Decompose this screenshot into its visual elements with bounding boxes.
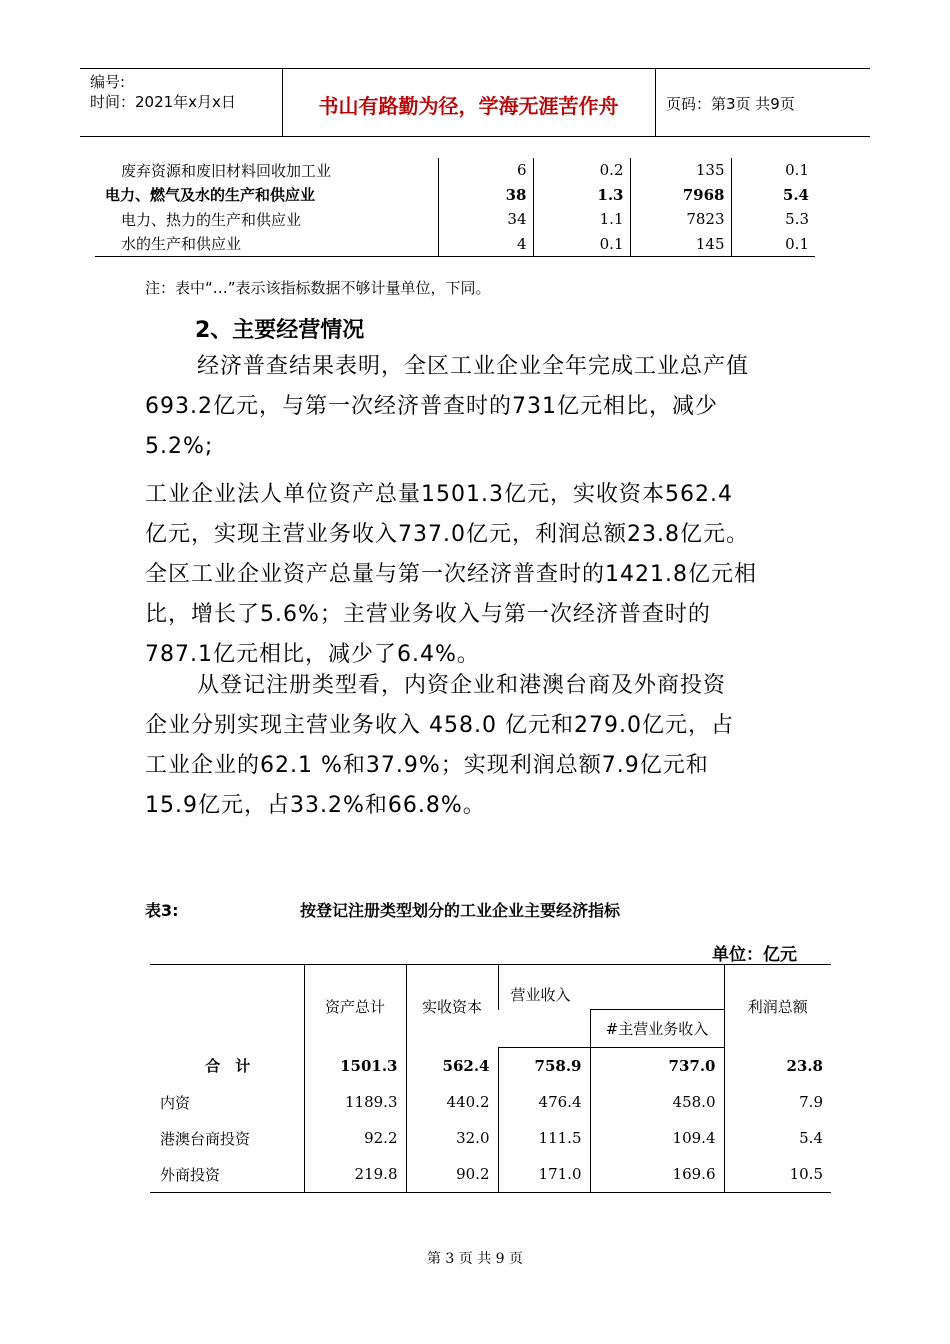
row-label: 港澳台商投资	[160, 1129, 251, 1148]
paragraph-line: 全区工业企业资产总量与第一次经济普查时的1421.8亿元相	[145, 562, 757, 587]
header-profit: 利润总额	[724, 965, 831, 1048]
paragraph-line: 从登记注册类型看，内资企业和港澳台商及外商投资	[197, 673, 727, 698]
cell-value: 90.2	[406, 1156, 498, 1193]
header-page-number: 页码：第3页 共9页	[666, 95, 795, 113]
table-row	[150, 1048, 831, 1085]
cell-value: 476.4	[498, 1084, 590, 1120]
row-label: 废弃资源和废旧材料回收加工业	[121, 161, 332, 180]
cell-value: 169.6	[590, 1156, 724, 1193]
cell-value: 0.1	[731, 232, 815, 257]
row-label: 内资	[160, 1093, 191, 1112]
doc-number-label: 编号:	[90, 73, 126, 91]
header-meta	[90, 72, 236, 112]
paragraph-line: 15.9亿元，占33.2%和66.8%。	[145, 793, 486, 818]
table-unit: 单位：亿元	[712, 945, 797, 965]
header-blank	[150, 965, 304, 1048]
row-label: 水的生产和供应业	[95, 232, 438, 257]
table-row	[95, 158, 815, 183]
cell-value: 758.9	[498, 1048, 590, 1085]
cell-value: 7823	[630, 207, 731, 232]
cell-value: 92.2	[304, 1120, 406, 1156]
cell-value: 1501.3	[304, 1048, 406, 1085]
cell-value: 440.2	[406, 1084, 498, 1120]
cell-value: 7968	[630, 183, 731, 208]
cell-value: 4	[438, 232, 533, 257]
cell-value: 109.4	[590, 1120, 724, 1156]
cell-value: 38	[438, 183, 533, 208]
header-motto: 书山有路勤为径，学海无涯苦作舟	[318, 94, 619, 118]
table-row	[150, 1156, 831, 1193]
cell-value: 219.8	[304, 1156, 406, 1193]
paragraph-assets	[145, 475, 810, 675]
table-row	[150, 1084, 831, 1120]
cell-value: 5.3	[731, 207, 815, 232]
header-revenue: 营业收入	[498, 965, 724, 1010]
paragraph-line: 经济普查结果表明，全区工业企业全年完成工业总产值	[197, 354, 750, 379]
cell-value: 145	[630, 232, 731, 257]
paragraph-line: 787.1亿元相比，减少了6.4%。	[145, 642, 480, 667]
header-divider	[655, 68, 656, 136]
table-label: 表3:	[145, 901, 179, 920]
cell-value: 1.1	[533, 207, 630, 232]
cell-value: 0.2	[533, 158, 630, 183]
cell-value: 23.8	[724, 1048, 831, 1085]
industry-table	[95, 158, 815, 257]
cell-value: 1.3	[533, 183, 630, 208]
header-capital: 实收资本	[406, 965, 498, 1048]
page-footer: 第 3 页 共 9 页	[426, 1251, 524, 1267]
cell-value: 171.0	[498, 1156, 590, 1193]
section-heading: 2、主要经营情况	[195, 318, 365, 343]
cell-value: 5.4	[731, 183, 815, 208]
header-main-revenue: #主营业务收入	[590, 1010, 724, 1048]
row-label: 电力、燃气及水的生产和供应业	[105, 186, 316, 205]
cell-value: 135	[630, 158, 731, 183]
cell-value: 737.0	[590, 1048, 724, 1085]
table-row	[150, 1120, 831, 1156]
row-label: 电力、热力的生产和供应业	[121, 210, 302, 229]
cell-value: 458.0	[590, 1084, 724, 1120]
table-title: 按登记注册类型划分的工业企业主要经济指标	[300, 901, 621, 920]
cell-value: 10.5	[724, 1156, 831, 1193]
cell-value: 6	[438, 158, 533, 183]
paragraph-line: 比，增长了5.6%；主营业务收入与第一次经济普查时的	[145, 602, 711, 627]
registration-type-table	[150, 964, 831, 1193]
cell-value: 5.4	[724, 1120, 831, 1156]
table-row	[95, 207, 815, 232]
cell-value: 32.0	[406, 1120, 498, 1156]
cell-value: 34	[438, 207, 533, 232]
paragraph-line: 工业企业法人单位资产总量1501.3亿元，实收资本562.4	[145, 482, 733, 507]
table-row	[95, 183, 815, 208]
paragraph-output-value	[145, 347, 810, 467]
doc-date: 时间：2021年x月x日	[90, 93, 236, 111]
cell-value: 7.9	[724, 1084, 831, 1120]
header-top-rule	[80, 68, 870, 69]
row-label: 外商投资	[150, 1156, 304, 1193]
header-bottom-rule	[80, 136, 870, 137]
paragraph-line: 企业分别实现主营业务收入 458.0 亿元和279.0亿元，占	[145, 713, 734, 738]
row-label: 合 计	[205, 1057, 251, 1076]
paragraph-line: 693.2亿元，与第一次经济普查时的731亿元相比，减少	[145, 394, 718, 419]
paragraph-line: 工业企业的62.1 %和37.9%；实现利润总额7.9亿元和	[145, 753, 709, 778]
cell-value: 0.1	[731, 158, 815, 183]
table-note: 注：表中“…”表示该指标数据不够计量单位，下同。	[145, 279, 491, 297]
paragraph-registration-type	[145, 666, 810, 826]
header-assets: 资产总计	[304, 965, 406, 1048]
paragraph-line: 5.2%;	[145, 434, 214, 459]
cell-value: 1189.3	[304, 1084, 406, 1120]
paragraph-line: 亿元，实现主营业务收入737.0亿元，利润总额23.8亿元。	[145, 522, 749, 547]
cell-value: 111.5	[498, 1120, 590, 1156]
table-row	[95, 232, 815, 257]
cell-value: 0.1	[533, 232, 630, 257]
cell-value: 562.4	[406, 1048, 498, 1085]
